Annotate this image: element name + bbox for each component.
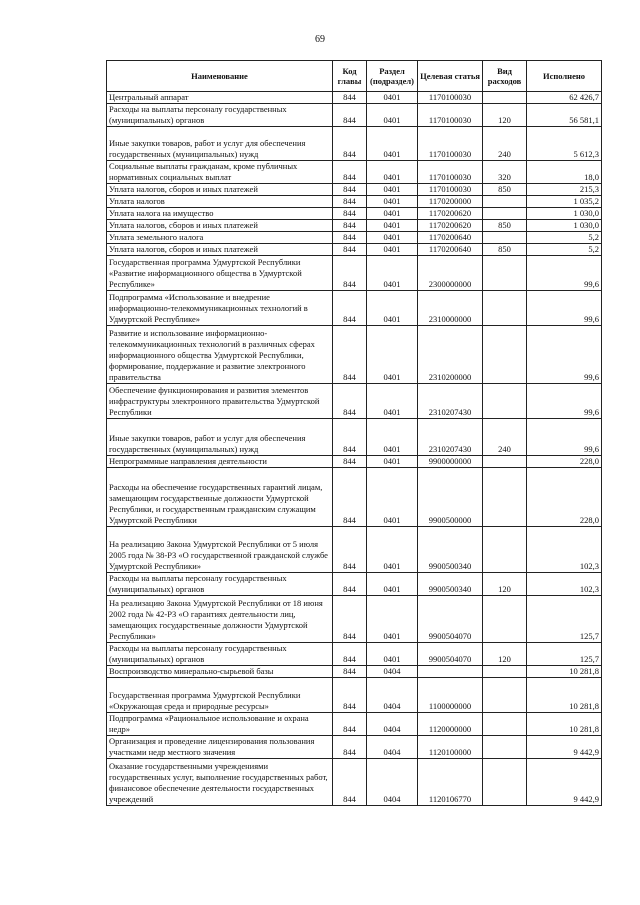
row-name-cell: Непрограммные направления деятельности — [107, 456, 333, 468]
row-executed-cell: 10 281,8 — [527, 678, 602, 713]
row-executed-cell: 215,3 — [527, 184, 602, 196]
row-name-cell: Иные закупки товаров, работ и услуг для обеспечения государственных (муниципальных) нужд — [107, 419, 333, 456]
row-name-cell: Расходы на выплаты персоналу государственных (муниципальных) органов — [107, 643, 333, 666]
row-name-cell: Уплата налогов, сборов и иных платежей — [107, 220, 333, 232]
table-header — [107, 61, 602, 92]
table-row — [107, 596, 602, 643]
table-row — [107, 456, 602, 468]
row-section-cell: 0401 — [367, 573, 418, 596]
row-type-cell — [483, 759, 527, 806]
row-code-cell: 844 — [333, 127, 367, 161]
row-article-cell: 9900500000 — [418, 468, 483, 527]
row-article-cell: 2310000000 — [418, 291, 483, 326]
row-article-cell: 1170200640 — [418, 232, 483, 244]
row-type-cell: 240 — [483, 127, 527, 161]
row-type-cell: 850 — [483, 220, 527, 232]
row-article-cell: 9900500340 — [418, 527, 483, 573]
row-section-cell: 0401 — [367, 643, 418, 666]
row-article-cell: 9900000000 — [418, 456, 483, 468]
row-name-cell: Расходы на выплаты персоналу государственных (муниципальных) органов — [107, 573, 333, 596]
table-row — [107, 161, 602, 184]
row-type-cell — [483, 456, 527, 468]
row-article-cell: 1170100030 — [418, 161, 483, 184]
row-name-cell: Расходы на выплаты персоналу государственных (муниципальных) органов — [107, 104, 333, 127]
table-row — [107, 759, 602, 806]
row-name-cell: Центральный аппарат — [107, 92, 333, 104]
row-type-cell — [483, 678, 527, 713]
row-code-cell: 844 — [333, 596, 367, 643]
row-code-cell: 844 — [333, 291, 367, 326]
row-section-cell: 0401 — [367, 291, 418, 326]
header-article: Целевая статья — [418, 61, 483, 92]
row-code-cell: 844 — [333, 232, 367, 244]
header-name: Наименование — [107, 61, 333, 92]
row-section-cell: 0401 — [367, 220, 418, 232]
row-code-cell: 844 — [333, 208, 367, 220]
row-executed-cell: 5 612,3 — [527, 127, 602, 161]
row-executed-cell: 99,6 — [527, 326, 602, 384]
row-code-cell: 844 — [333, 92, 367, 104]
row-section-cell: 0401 — [367, 326, 418, 384]
row-section-cell: 0401 — [367, 92, 418, 104]
table-row — [107, 291, 602, 326]
row-article-cell: 9900504070 — [418, 596, 483, 643]
table-row — [107, 736, 602, 759]
row-name-cell: Расходы на обеспечение государственных гарантий лицам, замещающим государственные должности Удмуртской Республики, и государственным гражданским служащим Удмуртской Республики — [107, 468, 333, 527]
row-article-cell: 2310207430 — [418, 419, 483, 456]
row-executed-cell: 99,6 — [527, 291, 602, 326]
row-section-cell: 0404 — [367, 713, 418, 736]
row-section-cell: 0401 — [367, 104, 418, 127]
row-type-cell: 850 — [483, 244, 527, 256]
row-type-cell — [483, 468, 527, 527]
row-name-cell: На реализацию Закона Удмуртской Республики от 18 июня 2002 года № 42-РЗ «О гарантиях деятельности лиц, замещающих государственные должности Удмуртской Республики» — [107, 596, 333, 643]
table-row — [107, 678, 602, 713]
row-type-cell — [483, 291, 527, 326]
table-row — [107, 384, 602, 419]
table-row — [107, 184, 602, 196]
row-code-cell: 844 — [333, 736, 367, 759]
row-type-cell — [483, 527, 527, 573]
row-executed-cell: 56 581,1 — [527, 104, 602, 127]
row-name-cell: Уплата налогов, сборов и иных платежей — [107, 244, 333, 256]
row-code-cell: 844 — [333, 161, 367, 184]
table-row — [107, 220, 602, 232]
table-row — [107, 232, 602, 244]
row-section-cell: 0404 — [367, 736, 418, 759]
row-article-cell: 2300000000 — [418, 256, 483, 291]
row-article-cell: 1170100030 — [418, 92, 483, 104]
row-code-cell: 844 — [333, 456, 367, 468]
row-executed-cell: 1 030,0 — [527, 220, 602, 232]
row-name-cell: Развитие и использование информационно-телекоммуникационных технологий в различных сферах информационного общества Удмуртской Республики, формирование, поддержание и развитие электронного правительства — [107, 326, 333, 384]
row-article-cell: 1170100030 — [418, 184, 483, 196]
row-name-cell: Организация и проведение лицензирования пользования участками недр местного значения — [107, 736, 333, 759]
row-type-cell — [483, 666, 527, 678]
table-row — [107, 643, 602, 666]
row-code-cell: 844 — [333, 326, 367, 384]
row-type-cell — [483, 713, 527, 736]
row-name-cell: Иные закупки товаров, работ и услуг для обеспечения государственных (муниципальных) нужд — [107, 127, 333, 161]
row-executed-cell: 5,2 — [527, 244, 602, 256]
row-section-cell: 0401 — [367, 456, 418, 468]
row-executed-cell: 125,7 — [527, 643, 602, 666]
row-article-cell: 1170100030 — [418, 104, 483, 127]
row-executed-cell: 9 442,9 — [527, 736, 602, 759]
row-section-cell: 0401 — [367, 196, 418, 208]
table-row — [107, 419, 602, 456]
row-type-cell: 120 — [483, 573, 527, 596]
row-article-cell: 2310207430 — [418, 384, 483, 419]
row-executed-cell: 102,3 — [527, 573, 602, 596]
row-executed-cell: 9 442,9 — [527, 759, 602, 806]
row-type-cell: 850 — [483, 184, 527, 196]
row-type-cell: 320 — [483, 161, 527, 184]
row-article-cell: 1170200620 — [418, 220, 483, 232]
row-section-cell: 0404 — [367, 678, 418, 713]
row-name-cell: Социальные выплаты гражданам, кроме публичных нормативных социальных выплат — [107, 161, 333, 184]
row-executed-cell: 102,3 — [527, 527, 602, 573]
row-name-cell: Уплата налога на имущество — [107, 208, 333, 220]
table-row — [107, 527, 602, 573]
table-row — [107, 104, 602, 127]
header-section: Раздел (подраздел) — [367, 61, 418, 92]
header-expense-type: Вид расходов — [483, 61, 527, 92]
budget-table — [106, 60, 602, 806]
row-code-cell: 844 — [333, 759, 367, 806]
row-section-cell: 0404 — [367, 759, 418, 806]
row-section-cell: 0401 — [367, 256, 418, 291]
row-type-cell: 240 — [483, 419, 527, 456]
row-article-cell: 1170100030 — [418, 127, 483, 161]
row-section-cell: 0401 — [367, 184, 418, 196]
table-row — [107, 666, 602, 678]
row-executed-cell: 10 281,8 — [527, 713, 602, 736]
table-row — [107, 326, 602, 384]
row-article-cell: 1170200620 — [418, 208, 483, 220]
row-name-cell: Государственная программа Удмуртской Республики «Развитие информационного общества в Удмуртской Республике» — [107, 256, 333, 291]
row-name-cell: Обеспечение функционирования и развития элементов инфраструктуры электронного правительства Удмуртской Республики — [107, 384, 333, 419]
row-type-cell: 120 — [483, 643, 527, 666]
table-row — [107, 468, 602, 527]
row-code-cell: 844 — [333, 678, 367, 713]
row-section-cell: 0404 — [367, 666, 418, 678]
row-executed-cell: 1 030,0 — [527, 208, 602, 220]
table-row — [107, 92, 602, 104]
row-type-cell — [483, 736, 527, 759]
table-row — [107, 196, 602, 208]
row-article-cell — [418, 666, 483, 678]
row-type-cell — [483, 92, 527, 104]
row-name-cell: Уплата налогов, сборов и иных платежей — [107, 184, 333, 196]
row-article-cell: 1170200640 — [418, 244, 483, 256]
row-code-cell: 844 — [333, 527, 367, 573]
row-code-cell: 844 — [333, 104, 367, 127]
row-type-cell — [483, 208, 527, 220]
row-executed-cell: 18,0 — [527, 161, 602, 184]
row-type-cell — [483, 384, 527, 419]
row-article-cell: 1120106770 — [418, 759, 483, 806]
row-section-cell: 0401 — [367, 161, 418, 184]
table-row — [107, 256, 602, 291]
row-code-cell: 844 — [333, 196, 367, 208]
row-executed-cell: 5,2 — [527, 232, 602, 244]
row-code-cell: 844 — [333, 384, 367, 419]
table-row — [107, 573, 602, 596]
row-executed-cell: 228,0 — [527, 468, 602, 527]
row-code-cell: 844 — [333, 244, 367, 256]
table-row — [107, 713, 602, 736]
row-code-cell: 844 — [333, 573, 367, 596]
row-executed-cell: 99,6 — [527, 384, 602, 419]
row-article-cell: 1170200000 — [418, 196, 483, 208]
row-code-cell: 844 — [333, 256, 367, 291]
row-article-cell: 1120100000 — [418, 736, 483, 759]
table-row — [107, 127, 602, 161]
row-code-cell: 844 — [333, 713, 367, 736]
row-article-cell: 1100000000 — [418, 678, 483, 713]
row-name-cell: Уплата земельного налога — [107, 232, 333, 244]
row-code-cell: 844 — [333, 666, 367, 678]
row-name-cell: Подпрограмма «Использование и внедрение информационно-телекоммуникационных технологий в Удмуртской Республике» — [107, 291, 333, 326]
row-section-cell: 0401 — [367, 527, 418, 573]
row-section-cell: 0401 — [367, 127, 418, 161]
row-code-cell: 844 — [333, 184, 367, 196]
row-executed-cell: 62 426,7 — [527, 92, 602, 104]
row-name-cell: Государственная программа Удмуртской Республики «Окружающая среда и природные ресурсы» — [107, 678, 333, 713]
row-executed-cell: 10 281,8 — [527, 666, 602, 678]
row-article-cell: 9900504070 — [418, 643, 483, 666]
header-code: Код главы — [333, 61, 367, 92]
row-type-cell — [483, 256, 527, 291]
row-name-cell: На реализацию Закона Удмуртской Республики от 5 июля 2005 года № 38-РЗ «О государственной гражданской службе Удмуртской Республики» — [107, 527, 333, 573]
row-section-cell: 0401 — [367, 208, 418, 220]
row-section-cell: 0401 — [367, 468, 418, 527]
row-type-cell — [483, 596, 527, 643]
row-type-cell: 120 — [483, 104, 527, 127]
row-executed-cell: 125,7 — [527, 596, 602, 643]
row-executed-cell: 228,0 — [527, 456, 602, 468]
row-section-cell: 0401 — [367, 419, 418, 456]
row-name-cell: Оказание государственными учреждениями государственных услуг, выполнение государственных работ, финансовое обеспечение деятельности государственных учреждений — [107, 759, 333, 806]
row-section-cell: 0401 — [367, 384, 418, 419]
row-code-cell: 844 — [333, 220, 367, 232]
table-body — [107, 92, 602, 806]
header-executed: Исполнено — [527, 61, 602, 92]
row-type-cell — [483, 232, 527, 244]
row-name-cell: Подпрограмма «Рациональное использование и охрана недр» — [107, 713, 333, 736]
row-article-cell: 9900500340 — [418, 573, 483, 596]
row-name-cell: Воспроизводство минерально-сырьевой базы — [107, 666, 333, 678]
row-type-cell — [483, 196, 527, 208]
table-row — [107, 244, 602, 256]
table-row — [107, 208, 602, 220]
row-section-cell: 0401 — [367, 232, 418, 244]
row-executed-cell: 99,6 — [527, 419, 602, 456]
row-executed-cell: 99,6 — [527, 256, 602, 291]
row-code-cell: 844 — [333, 643, 367, 666]
row-executed-cell: 1 035,2 — [527, 196, 602, 208]
row-article-cell: 2310200000 — [418, 326, 483, 384]
row-section-cell: 0401 — [367, 244, 418, 256]
row-article-cell: 1120000000 — [418, 713, 483, 736]
row-code-cell: 844 — [333, 468, 367, 527]
row-section-cell: 0401 — [367, 596, 418, 643]
row-code-cell: 844 — [333, 419, 367, 456]
row-type-cell — [483, 326, 527, 384]
row-name-cell: Уплата налогов — [107, 196, 333, 208]
page-number: 69 — [315, 34, 325, 45]
